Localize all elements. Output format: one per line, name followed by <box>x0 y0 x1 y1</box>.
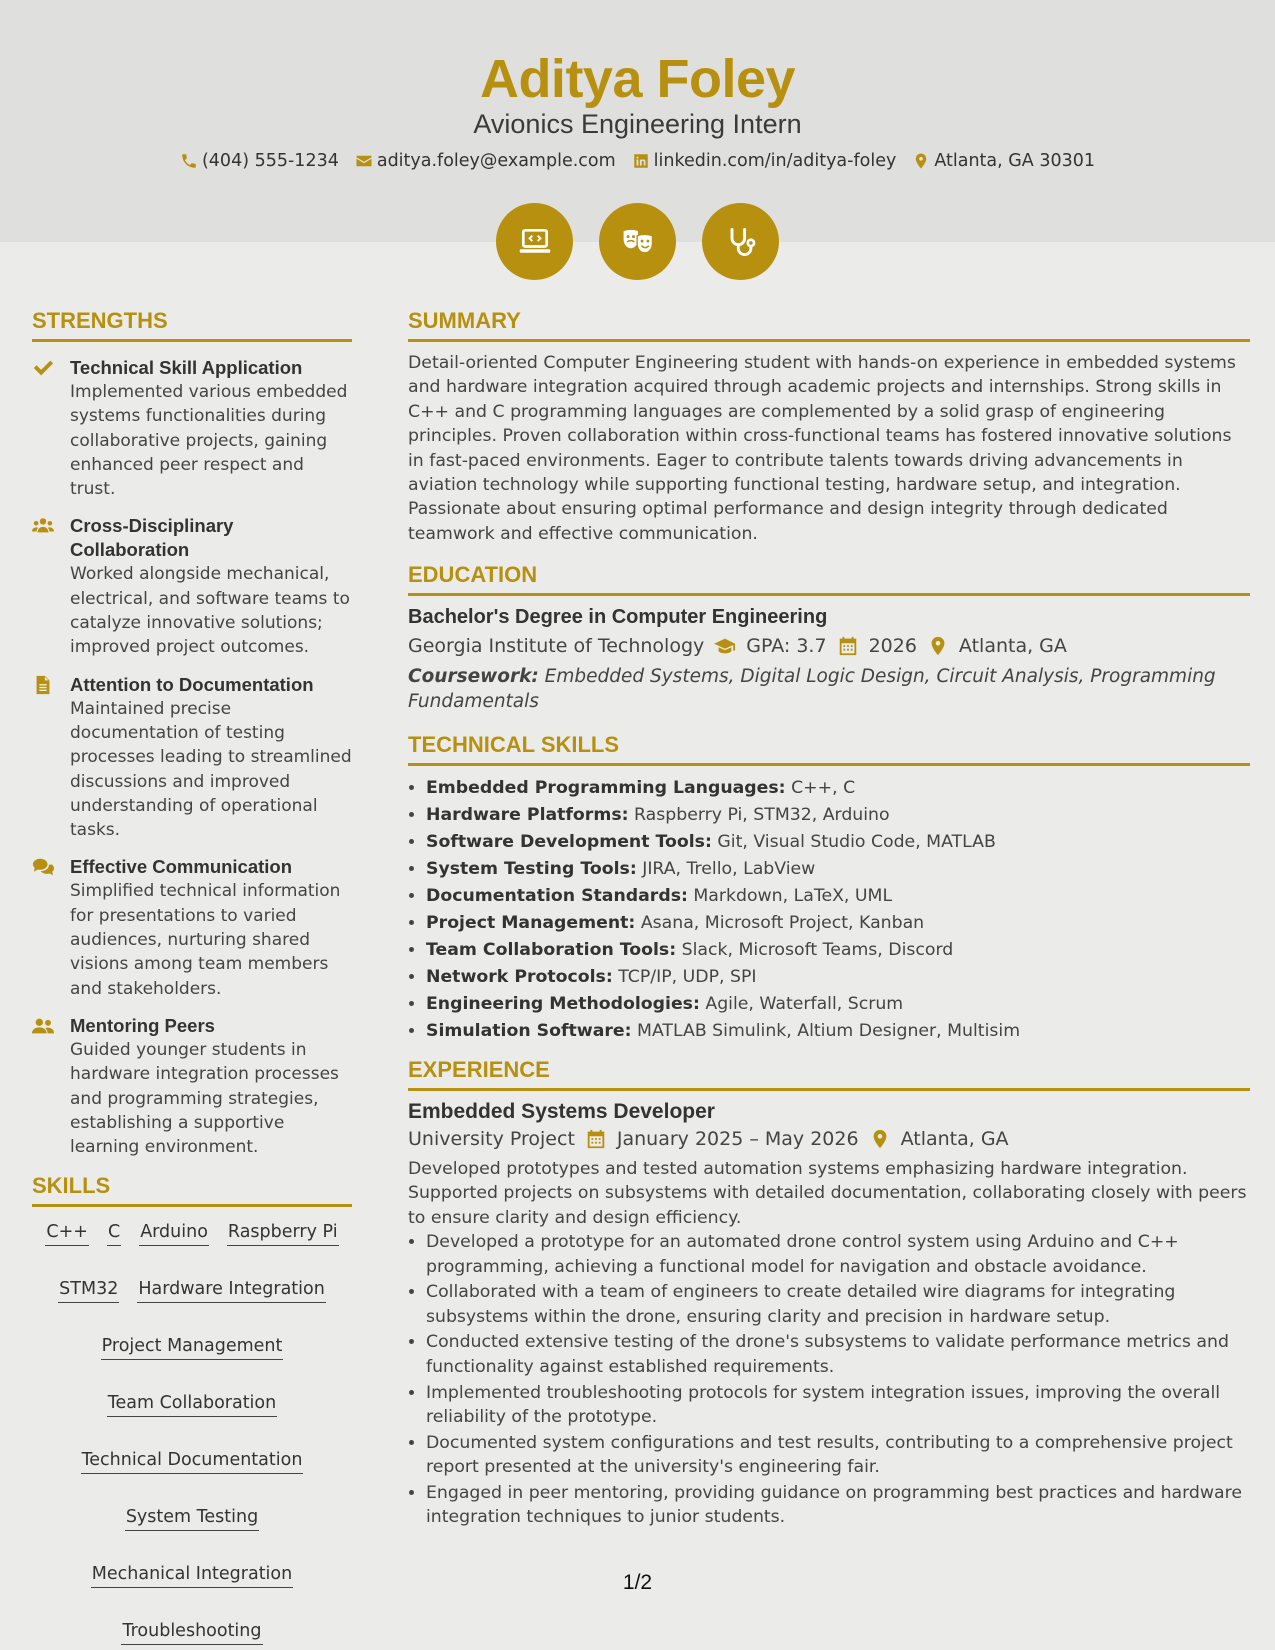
strength-desc: Simplified technical information for presentations to varied audiences, nurturing shared visions among team members and stakeholders. <box>70 881 341 999</box>
summary-heading: SUMMARY <box>408 308 1250 342</box>
degree-title: Bachelor's Degree in Computer Engineering <box>408 606 828 629</box>
strengths-heading: STRENGTHS <box>32 308 352 342</box>
calendar-icon <box>837 635 859 657</box>
phone-text: (404) 555-1234 <box>201 151 339 171</box>
envelope-icon <box>355 152 373 170</box>
strength-title: Technical Skill Application <box>70 357 303 378</box>
candidate-name: Aditya Foley <box>479 49 796 109</box>
skill-values: JIRA, Trello, LabView <box>642 859 816 880</box>
strength-item <box>32 673 352 843</box>
comments-icon <box>32 857 54 877</box>
strength-title: Effective Communication <box>70 856 293 878</box>
list-item <box>426 883 1250 910</box>
strength-item <box>32 356 352 501</box>
strength-title: Attention to Documentation <box>70 673 314 695</box>
skill-tag: Project Management <box>101 1333 284 1360</box>
list-item <box>426 802 1250 829</box>
contact-phone[interactable] <box>180 151 339 171</box>
linkedin-icon <box>632 152 650 170</box>
list-item <box>426 856 1250 883</box>
skills-heading: SKILLS <box>32 1173 352 1207</box>
map-marker-icon <box>927 635 949 657</box>
experience-org: University Project <box>408 1128 575 1151</box>
skill-values: MATLAB Simulink, Altium Designer, Multisim <box>637 1021 1021 1042</box>
list-item: • Engaged in peer mentoring, providing guidance on programming best practices and hardware integration techniques to junior students. <box>426 1481 1250 1530</box>
skill-category: Project Management: <box>426 913 636 934</box>
skill-tag: System Testing <box>125 1504 259 1531</box>
list-item: • Implemented troubleshooting protocols for system integration issues, improving the overall reliability of the prototype. <box>426 1381 1250 1430</box>
experience-heading: EXPERIENCE <box>408 1057 1250 1091</box>
skill-tag: Mechanical Integration <box>91 1561 293 1588</box>
school-name: Georgia Institute of Technology <box>408 635 705 658</box>
skill-values: Agile, Waterfall, Scrum <box>705 994 904 1015</box>
left-column <box>32 308 352 1645</box>
page-number: 1/2 <box>622 1571 653 1594</box>
skill-values: Asana, Microsoft Project, Kanban <box>640 913 925 934</box>
list-item <box>426 829 1250 856</box>
coursework-list: Embedded Systems, Digital Logic Design, Circuit Analysis, Programming Fundamentals <box>408 666 1216 712</box>
job-title: Avionics Engineering Intern <box>473 109 802 139</box>
user-friends-icon <box>32 1016 54 1036</box>
email-text: aditya.foley@example.com <box>376 151 616 171</box>
list-item <box>426 937 1250 964</box>
skill-category: Engineering Methodologies: <box>426 994 700 1015</box>
masks-theater-icon <box>599 203 676 280</box>
contact-linkedin[interactable] <box>632 151 897 171</box>
skill-tag: STM32 <box>58 1276 119 1303</box>
users-icon <box>32 516 54 536</box>
contact-row <box>0 151 1275 171</box>
phone-icon <box>180 152 198 170</box>
skill-category: Hardware Platforms: <box>426 805 629 826</box>
list-item <box>426 775 1250 802</box>
skill-tag: Hardware Integration <box>137 1276 325 1303</box>
strength-item <box>32 855 352 1000</box>
gpa: GPA: 3.7 <box>746 635 827 658</box>
list-item <box>426 1018 1250 1045</box>
skill-tag: Team Collaboration <box>107 1390 277 1417</box>
strength-desc: Guided younger students in hardware integration processes and programming strategies, establishing a supportive learning environment. <box>70 1039 339 1158</box>
list-item: • Documented system configurations and test results, contributing to a comprehensive project report presented at the university's engineering fair. <box>426 1431 1250 1480</box>
list-item: • Collaborated with a team of engineers to create detailed wire diagrams for integrating subsystems within the drone, ensuring clarity and precision in hardware setup. <box>426 1280 1250 1329</box>
map-marker-icon <box>912 152 930 170</box>
school-location: Atlanta, GA <box>958 635 1067 658</box>
map-marker-icon <box>869 1128 891 1150</box>
skill-category: Documentation Standards: <box>426 886 688 907</box>
list-item: • Conducted extensive testing of the drone's subsystems to validate performance metrics and functionality against established requirements. <box>426 1330 1250 1379</box>
coursework <box>408 665 1250 714</box>
file-icon <box>32 675 54 695</box>
skill-values: Git, Visual Studio Code, MATLAB <box>717 832 996 853</box>
graduation-cap-icon <box>714 635 736 657</box>
skill-tag: C++ <box>45 1219 89 1246</box>
skill-tag: Technical Documentation <box>81 1447 304 1474</box>
education-heading: EDUCATION <box>408 562 1250 596</box>
skill-category: Embedded Programming Languages: <box>426 778 786 799</box>
skill-values: C++, C <box>791 778 856 799</box>
strength-item <box>32 1014 352 1159</box>
stethoscope-icon <box>702 203 779 280</box>
badge-row <box>0 203 1275 280</box>
skill-category: System Testing Tools: <box>426 859 637 880</box>
skill-tag: Arduino <box>139 1219 209 1246</box>
contact-email[interactable] <box>355 151 616 171</box>
contact-location <box>912 151 1095 171</box>
experience-job-title: Embedded Systems Developer <box>408 1100 715 1124</box>
list-item <box>426 910 1250 937</box>
technical-skills-list <box>408 775 1250 1045</box>
skill-tag: Troubleshooting <box>121 1618 262 1645</box>
list-item <box>426 964 1250 991</box>
calendar-icon <box>585 1128 607 1150</box>
coursework-label: Coursework: <box>408 666 539 688</box>
laptop-code-icon <box>496 203 573 280</box>
skill-values: Raspberry Pi, STM32, Arduino <box>634 805 890 826</box>
strength-desc: Implemented various embedded systems functionalities during collaborative projects, gaining enhanced peer respect and trust. <box>70 382 348 500</box>
location-text: Atlanta, GA 30301 <box>934 151 1096 171</box>
skill-values: Markdown, LaTeX, UML <box>693 886 893 907</box>
experience-bullets <box>408 1230 1250 1529</box>
experience-dates: January 2025 – May 2026 <box>616 1128 859 1151</box>
technical-skills-heading: TECHNICAL SKILLS <box>408 732 1250 766</box>
skill-values: Slack, Microsoft Teams, Discord <box>681 940 954 961</box>
skill-category: Network Protocols: <box>426 967 613 988</box>
list-item <box>426 991 1250 1018</box>
skill-tag: C <box>107 1219 121 1246</box>
strength-desc: Worked alongside mechanical, electrical, and software teams to catalyze innovative solutions; improved project outcomes. <box>70 564 350 658</box>
skill-category: Team Collaboration Tools: <box>426 940 677 961</box>
skill-category: Software Development Tools: <box>426 832 712 853</box>
strength-title: Mentoring Peers <box>70 1014 215 1036</box>
skill-category: Simulation Software: <box>426 1021 632 1042</box>
summary-text: Detail-oriented Computer Engineering student with hands-on experience in embedded systems and hardware integration acquired through academic projects and internships. Strong skills in C++ and C programming languages are complemented by a solid grasp of engineering principles. Proven collaboration within cross-functional teams has fostered innovative solutions in fast-paced environments. Eager to contribute talents towards driving advancements in aviation technology while supporting functional testing, hardware setup, and integration. Passionate about ensuring optimal performance and design integrity through dedicated teamwork and effective communication. <box>408 353 1236 544</box>
list-item: • Developed a prototype for an automated drone control system using Arduino and C++ programming, achieving a functional model for navigation and obstacle avoidance. <box>426 1230 1250 1279</box>
graduation-year: 2026 <box>868 635 917 658</box>
experience-meta <box>408 1128 1250 1150</box>
education-meta <box>408 635 1250 657</box>
experience-description: Developed prototypes and tested automation systems emphasizing hardware integration. Supported projects on subsystems with detailed documentation, collaborating closely with peers to ensure clarity and design efficiency. <box>408 1159 1247 1228</box>
strength-item <box>32 514 352 659</box>
skill-tag: Raspberry Pi <box>227 1219 339 1246</box>
strength-desc: Maintained precise documentation of testing processes leading to streamlined discussions and improved understanding of operational tasks. <box>70 698 352 841</box>
header-band <box>0 0 1275 242</box>
skill-values: TCP/IP, UDP, SPI <box>618 967 757 988</box>
experience-location: Atlanta, GA <box>900 1128 1009 1151</box>
strengths-list <box>32 356 352 1159</box>
right-column <box>408 308 1250 1531</box>
strength-title: Cross-Disciplinary Collaboration <box>70 515 234 561</box>
check-icon <box>32 358 54 378</box>
linkedin-text: linkedin.com/in/aditya-foley <box>653 151 897 171</box>
